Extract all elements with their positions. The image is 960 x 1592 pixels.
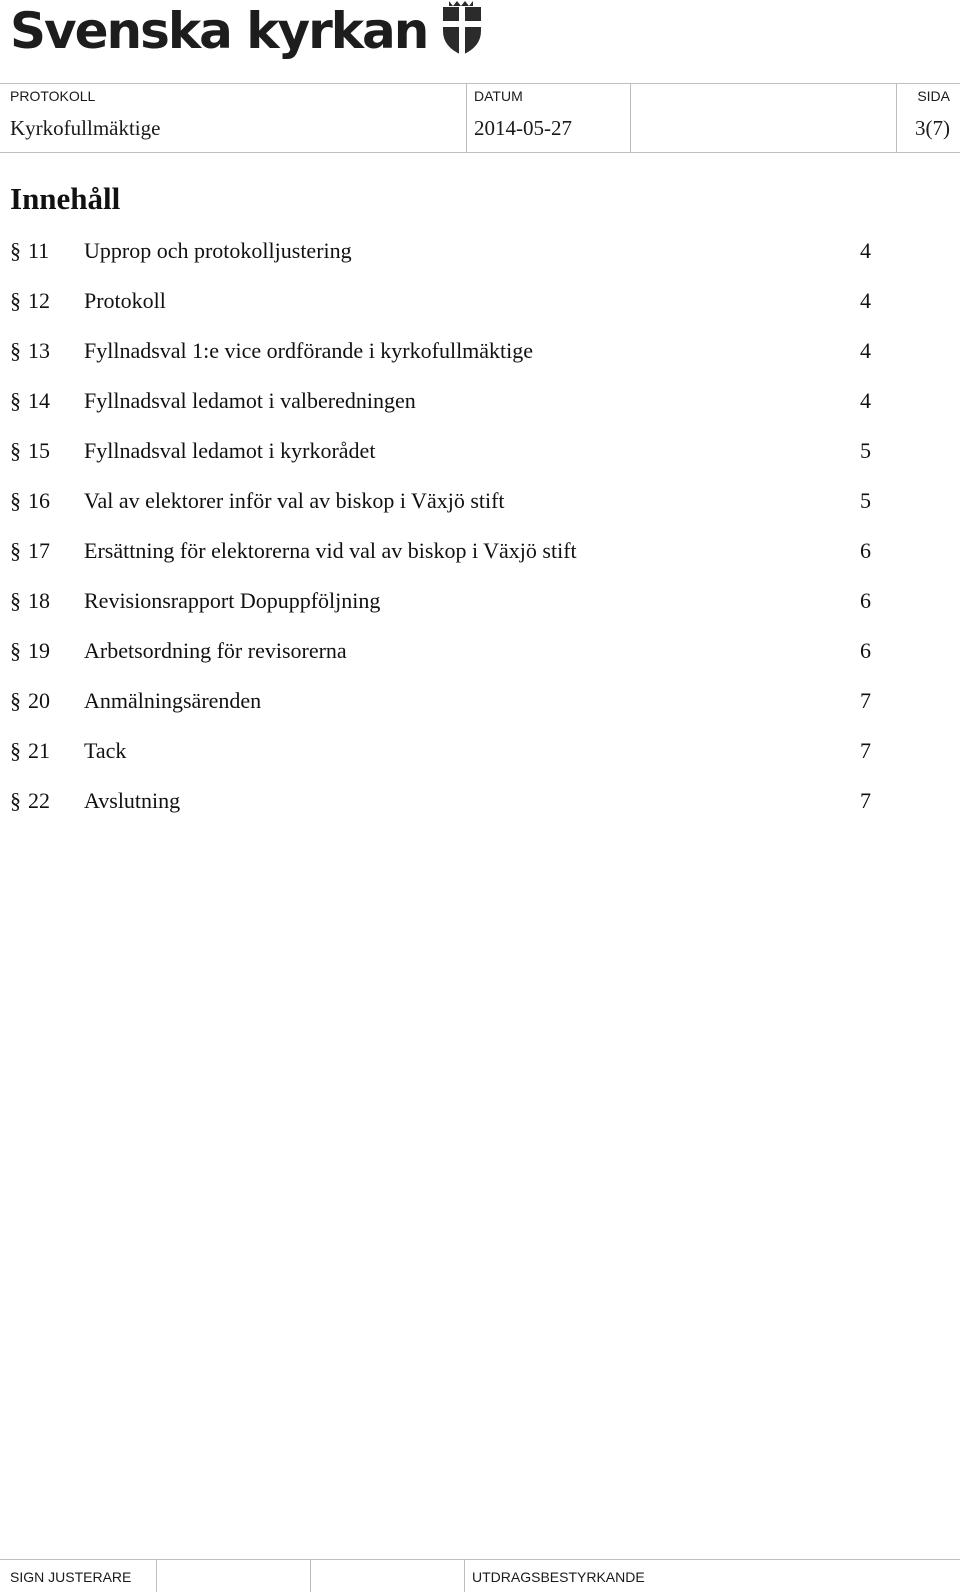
toc-title: Fyllnadsval ledamot i kyrkorådet [84,438,376,463]
toc-number: 19 [28,638,50,663]
toc-page: 5 [860,438,871,463]
section-symbol: § [10,488,21,513]
section-symbol: § [10,338,21,363]
header-sida-cell [896,84,960,152]
toc-page: 6 [860,538,871,563]
document-header [0,83,960,153]
datum-value: 2014-05-27 [474,116,572,140]
protokoll-label: PROTOKOLL [10,88,96,104]
sign-justerare-label: SIGN JUSTERARE [10,1569,132,1585]
toc-item [0,632,960,682]
toc-page: 7 [860,788,871,813]
toc-item [0,232,960,282]
section-symbol: § [10,238,21,263]
toc-item [0,582,960,632]
toc-title: Val av elektorer inför val av biskop i Växjö stift [84,488,505,513]
toc-item [0,532,960,582]
toc-number: 15 [28,438,50,463]
document-footer [0,1559,960,1592]
toc-number: 22 [28,788,50,813]
section-symbol: § [10,688,21,713]
toc-number: 13 [28,338,50,363]
toc-page: 7 [860,688,871,713]
toc-item [0,382,960,432]
toc-title: Arbetsordning för revisorerna [84,638,347,663]
toc-page: 4 [860,288,871,313]
toc-number: 20 [28,688,50,713]
toc-item [0,482,960,532]
toc-page: 7 [860,738,871,763]
toc-number: 21 [28,738,50,763]
section-symbol: § [10,788,21,813]
section-symbol: § [10,388,21,413]
toc-number: 16 [28,488,50,513]
toc-page: 6 [860,638,871,663]
header-protokoll-cell [0,84,467,152]
logo-text: Svenska kyrkan [10,2,428,60]
toc-number: 14 [28,388,50,413]
toc-item [0,332,960,382]
toc-number: 11 [28,238,50,263]
footer-sign-cell [0,1560,157,1592]
toc-title: Ersättning för elektorerna vid val av biskop i Växjö stift [84,538,577,563]
toc-item [0,682,960,732]
toc-number: 12 [28,288,50,313]
table-of-contents [0,232,960,832]
footer-signature-box [311,1560,465,1592]
sida-label: SIDA [917,88,950,104]
page-title: Innehåll [10,181,121,216]
church-crest-icon [437,1,487,57]
section-symbol: § [10,738,21,763]
protokoll-value: Kyrkofullmäktige [10,116,161,140]
section-symbol: § [10,588,21,613]
header-empty-cell [631,84,897,152]
footer-signature-box [157,1560,311,1592]
toc-title: Fyllnadsval 1:e vice ordförande i kyrkofullmäktige [84,338,534,363]
toc-page: 4 [860,338,871,363]
toc-page: 4 [860,238,871,263]
toc-title: Revisionsrapport Dopuppföljning [84,588,381,613]
toc-title: Fyllnadsval ledamot i valberedningen [84,388,416,413]
sida-value: 3(7) [915,116,950,140]
toc-title: Upprop och protokolljustering [84,238,352,263]
toc-page: 6 [860,588,871,613]
toc-number: 17 [28,538,50,563]
section-symbol: § [10,438,21,463]
datum-label: DATUM [474,88,523,104]
toc-title: Anmälningsärenden [84,688,262,713]
logo [10,2,487,60]
toc-page: 4 [860,388,871,413]
section-symbol: § [10,538,21,563]
section-symbol: § [10,288,21,313]
section-symbol: § [10,638,21,663]
toc-item [0,782,960,832]
toc-item [0,432,960,482]
toc-item [0,282,960,332]
toc-page: 5 [860,488,871,513]
toc-title: Protokoll [84,288,166,313]
utdragsbestyrkande-label: UTDRAGSBESTYRKANDE [472,1569,645,1585]
footer-utdrag-cell [465,1560,960,1592]
toc-title: Tack [84,738,127,763]
header-datum-cell [466,84,631,152]
toc-title: Avslutning [84,788,181,813]
toc-item [0,732,960,782]
toc-number: 18 [28,588,50,613]
